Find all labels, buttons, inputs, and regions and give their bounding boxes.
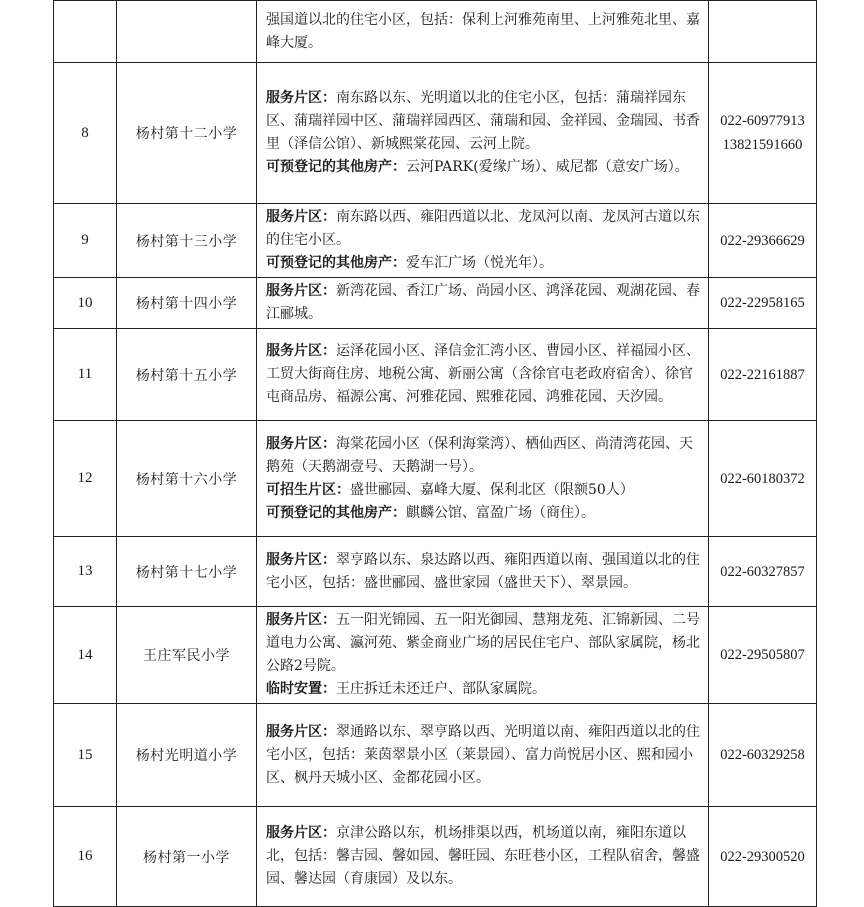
segment-label: 服务片区：	[266, 435, 336, 452]
segment-text: 王庄拆迁未还迁户、部队家属院。	[336, 681, 546, 697]
school-name: 杨村第一小学	[117, 807, 257, 907]
contact-phone	[709, 204, 817, 278]
table-row	[54, 1, 817, 63]
table-body	[54, 1, 817, 907]
segment-text: 强国道以北的住宅小区，包括：保利上河雅苑南里、上河雅苑北里、嘉峰大厦。	[266, 11, 700, 51]
phone-number: 022-60180372	[720, 470, 805, 487]
contact-phone	[709, 1, 817, 63]
segment-label: 服务片区：	[266, 723, 336, 740]
row-number: 14	[54, 607, 117, 704]
segment-text: 南东路以西、雍阳西道以北、龙凤河以南、龙凤河古道以东的住宅小区。	[266, 209, 700, 248]
school-name: 杨村第十五小学	[117, 329, 257, 421]
school-name: 王庄军民小学	[117, 607, 257, 704]
district-description	[257, 704, 709, 807]
description-segment	[266, 822, 702, 891]
school-name: 杨村第十二小学	[117, 63, 257, 204]
segment-text: 海棠花园小区（保利海棠湾）、栖仙西区、尚清湾花园、天鹅苑（天鹅湖壹号、天鹅湖一号）。	[266, 435, 693, 475]
segment-text: 爱车汇广场（悦光年）。	[406, 255, 553, 271]
description-segment	[266, 252, 702, 275]
description-segment	[266, 479, 702, 502]
segment-text: 翠亨路以东、泉达路以西、雍阳西道以南、强国道以北的住宅小区，包括：盛世郦园、盛世家园（盛世天下）、翠景园。	[266, 551, 700, 591]
district-description	[257, 537, 709, 607]
table-row	[54, 204, 817, 278]
district-description	[257, 278, 709, 329]
district-description	[257, 1, 709, 63]
segment-label: 服务片区：	[266, 343, 336, 359]
description-segment	[266, 721, 702, 790]
school-name: 杨村第十六小学	[117, 421, 257, 537]
school-name: 杨村第十三小学	[117, 204, 257, 278]
description-segment	[266, 87, 702, 156]
description-segment	[266, 549, 702, 595]
table-row	[54, 421, 817, 537]
contact-phone	[709, 607, 817, 704]
segment-label: 临时安置：	[266, 681, 336, 697]
row-number	[54, 1, 117, 63]
row-number: 12	[54, 421, 117, 537]
table-row	[54, 329, 817, 421]
phone-number: 13821591660	[722, 137, 803, 153]
row-number: 9	[54, 204, 117, 278]
phone-number: 022-29366629	[720, 232, 805, 249]
description-segment	[266, 502, 702, 525]
school-name	[117, 1, 257, 63]
district-description	[257, 421, 709, 537]
row-number: 8	[54, 63, 117, 204]
segment-text: 南东路以东、光明道以北的住宅小区，包括：蒲瑞祥园东区、蒲瑞祥园中区、蒲瑞祥园西区、蒲瑞和园、金祥园、金瑞园、书香里（泽信公馆）、新城熙棠花园、云河上院。	[266, 90, 700, 152]
segment-text: 新湾花园、香江广场、尚园小区、鸿泽花园、观湖花园、春江郦城。	[266, 283, 700, 322]
table-row	[54, 278, 817, 329]
school-name: 杨村第十七小学	[117, 537, 257, 607]
phone-number: 022-29300520	[720, 848, 805, 865]
description-segment	[266, 206, 702, 252]
contact-phone	[709, 537, 817, 607]
district-description	[257, 204, 709, 278]
phone-number: 022-60327857	[720, 563, 805, 580]
row-number: 10	[54, 278, 117, 329]
phone-number: 022-29505807	[720, 647, 805, 663]
contact-phone	[709, 704, 817, 807]
phone-number: 022-22958165	[720, 295, 805, 311]
row-number: 13	[54, 537, 117, 607]
segment-text: 运泽花园小区、泽信金汇湾小区、曹园小区、祥福园小区、工贸大街商住房、地税公寓、新丽公寓（含徐官屯老政府宿舍）、徐官屯商品房、福源公寓、河雅花园、熙雅花园、鸿雅花园、天汐园。	[266, 343, 700, 405]
phone-number: 022-22161887	[720, 366, 805, 383]
segment-text: 五一阳光锦园、五一阳光御园、慧翔龙苑、汇锦新园、二号道电力公寓、瀛河苑、紫金商业广场的居民住宅户、部队家属院，杨北公路2号院。	[266, 612, 700, 674]
contact-phone	[709, 329, 817, 421]
phone-number: 022-60329258	[720, 747, 805, 763]
description-segment	[266, 156, 702, 179]
segment-text: 盛世郦园、嘉峰大厦、保利北区（限额50人）	[350, 481, 634, 498]
row-number: 11	[54, 329, 117, 421]
description-segment	[266, 340, 702, 409]
district-description	[257, 63, 709, 204]
description-segment	[266, 609, 702, 678]
description-segment	[266, 9, 702, 55]
table-row	[54, 704, 817, 807]
description-segment	[266, 433, 702, 479]
segment-label: 可招生片区：	[266, 481, 350, 498]
district-description	[257, 607, 709, 704]
row-number: 16	[54, 807, 117, 907]
table-row	[54, 537, 817, 607]
table-row	[54, 607, 817, 704]
district-description	[257, 807, 709, 907]
contact-phone	[709, 278, 817, 329]
row-number: 15	[54, 704, 117, 807]
school-name: 杨村光明道小学	[117, 704, 257, 807]
segment-text: 京津公路以东，机场排渠以西，机场道以南，雍阳东道以北，包括：馨吉园、馨如园、馨旺园、东旺巷小区，工程队宿舍，馨盛园、馨达园（育康园）及以东。	[266, 825, 700, 887]
segment-label: 可预登记的其他房产：	[266, 504, 406, 521]
contact-phone	[709, 63, 817, 204]
segment-label: 可预登记的其他房产：	[266, 159, 406, 175]
segment-label: 服务片区：	[266, 612, 336, 628]
district-description	[257, 329, 709, 421]
segment-label: 服务片区：	[266, 90, 336, 106]
segment-text: 翠通路以东、翠亨路以西、光明道以南、雍阳西道以北的住宅小区，包括：莱茵翠景小区（莱景园）、富力尚悦居小区、熙和园小区、枫丹天城小区、金都花园小区。	[266, 723, 700, 786]
table-row	[54, 807, 817, 907]
description-segment	[266, 280, 702, 326]
segment-text: 麒麟公馆、富盈广场（商住）。	[406, 504, 595, 521]
segment-label: 服务片区：	[266, 209, 336, 225]
segment-label: 可预登记的其他房产：	[266, 255, 406, 271]
contact-phone	[709, 421, 817, 537]
table-row	[54, 63, 817, 204]
description-segment	[266, 678, 702, 701]
school-name: 杨村第十四小学	[117, 278, 257, 329]
segment-label: 服务片区：	[266, 283, 336, 299]
segment-label: 服务片区：	[266, 825, 336, 841]
contact-phone	[709, 807, 817, 907]
segment-text: 云河PARK(爱缘广场）、威尼都（意安广场）。	[406, 159, 689, 175]
phone-number: 022-60977913	[720, 113, 805, 129]
segment-label: 服务片区：	[266, 551, 336, 568]
admission-table	[53, 0, 817, 907]
